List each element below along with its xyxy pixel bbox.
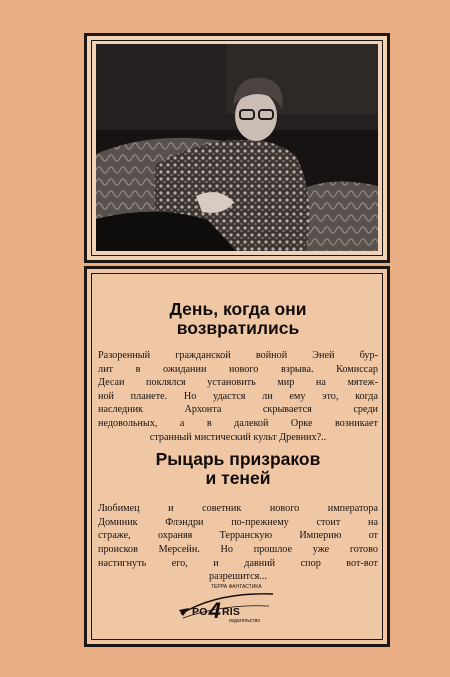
blurb-line: Десаи поклялся установить мир на мятеж-	[98, 377, 378, 389]
author-photo	[96, 44, 378, 251]
publisher-subtitle: издательство	[229, 618, 261, 624]
blurb-line: Разоренный гражданской войной Эней бур-	[98, 350, 378, 361]
blurb-line: разрешится...	[209, 571, 267, 583]
blurb-line: настигнуть его, и давний спор вот-вот	[98, 557, 378, 569]
annotation-content	[98, 300, 378, 584]
publisher-logo	[177, 584, 277, 626]
author-photo-image	[96, 44, 378, 251]
wordmark-end: RIS	[222, 606, 241, 618]
publisher-arc-text: ТЕРРА ФАНТАСТИКА	[211, 584, 262, 590]
second-novel-blurb	[98, 502, 378, 584]
first-novel-title	[98, 300, 378, 338]
blurb-line: ной планете. Но удастся ли ему это, когда	[98, 390, 378, 402]
blurb-line: страже, охраняя Терранскую Империю от	[98, 530, 378, 542]
blurb-line: странный мистический культ Древних?..	[149, 431, 327, 443]
second-novel-title	[98, 450, 378, 488]
blurb-line: недовольных, а в далекой Орке возникает	[98, 417, 378, 429]
blurb-line: Доминик Флэндри по-прежнему стоит на	[98, 516, 378, 528]
blurb-line: лит в ожидании нового взрыва. Комиссар	[98, 363, 378, 375]
first-novel-title-line: День, когда они	[169, 299, 307, 319]
first-novel-blurb	[98, 349, 378, 444]
second-novel-title-line: и теней	[205, 468, 271, 489]
blurb-line: происков Мерсейн. Но прошлое уже готово	[98, 543, 378, 555]
second-novel-title-line: Рыцарь призраков	[155, 449, 321, 470]
wordmark-digit: 4	[208, 598, 222, 623]
blurb-line: Любимец и советник нового императора	[98, 503, 378, 515]
blurb-line: наследник Архонта скрывается среди	[98, 404, 378, 416]
first-novel-title-line: возвратились	[176, 318, 300, 338]
wordmark-start: PO	[192, 606, 208, 618]
